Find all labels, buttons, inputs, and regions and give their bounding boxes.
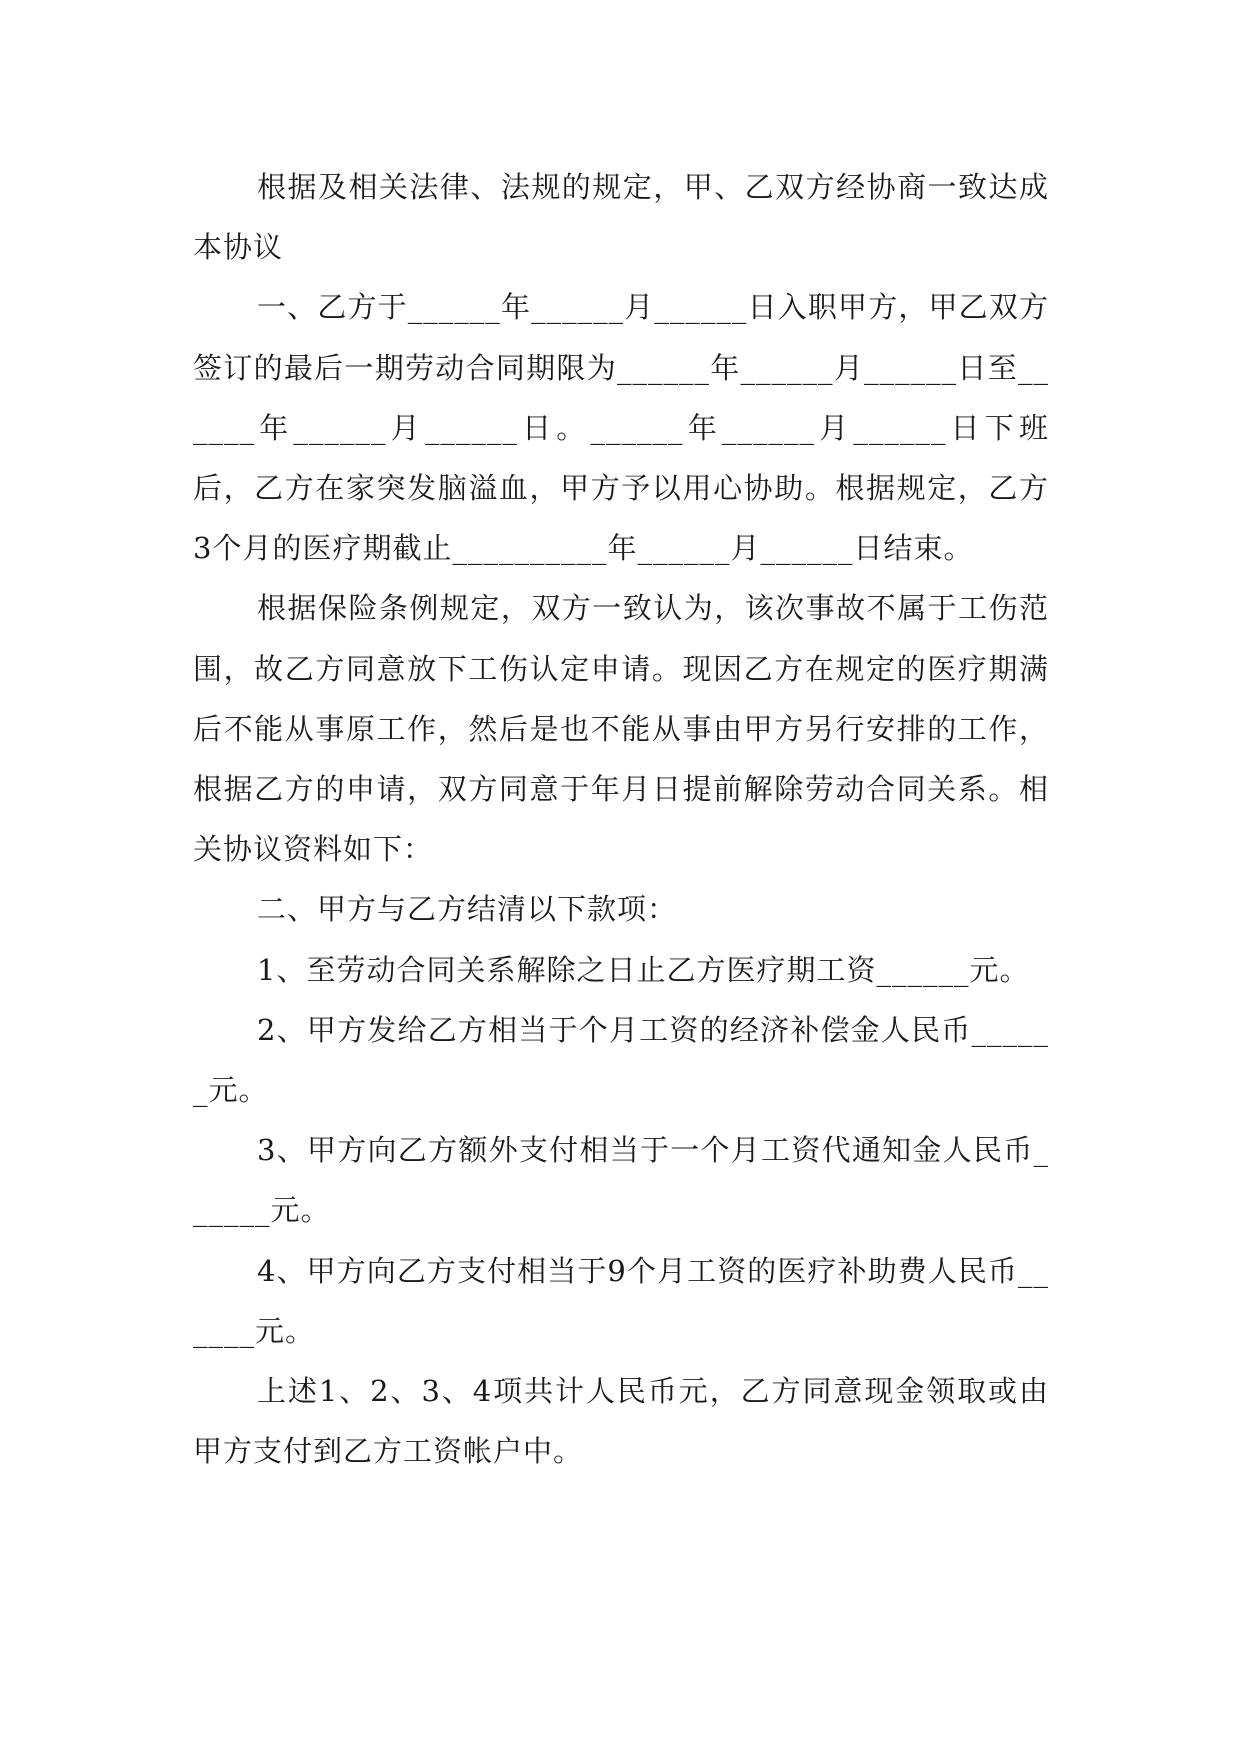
- paragraph-item-2: 2、甲方发给乙方相当于个月工资的经济补偿金人民币______元。: [193, 1012, 1049, 1108]
- paragraph-preamble: 根据及相关法律、法规的规定，甲、乙双方经协商一致达成本协议: [193, 170, 1049, 265]
- paragraph-clause-two: 二、甲方与乙方结清以下款项：: [257, 892, 678, 927]
- paragraph-insurance: 根据保险条例规定，双方一致认为，该次事故不属于工伤范围，故乙方同意放下工伤认定申请。现因乙方在规定的医疗期满后不能从事原工作，然后是也不能从事由甲方另行安排的工作，根据乙方的申请，双方同意于年月日提前解除劳动合同关系。相关协议资料如下：: [193, 591, 1049, 867]
- document-page: [193, 157, 1049, 1481]
- paragraph-total: 上述1、2、3、4项共计人民币元，乙方同意现金领取或由甲方支付到乙方工资帐户中。: [193, 1374, 1049, 1469]
- paragraph-item-4: 4、甲方向乙方支付相当于9个月工资的医疗补助费人民币______元。: [193, 1253, 1049, 1348]
- paragraph-item-1: 1、至劳动合同关系解除之日止乙方医疗期工资______元。: [257, 952, 1030, 987]
- paragraph-item-3: 3、甲方向乙方额外支付相当于一个月工资代通知金人民币______元。: [193, 1133, 1049, 1228]
- paragraph-clause-one: 一、乙方于______年______月______日入职甲方，甲乙双方签订的最后一期劳动合同期限为______年______月______日至______年______月______日。______年______月______日下班后，乙方在家突发脑溢血，甲方予以用心协助。根据规定，乙方3个月的医疗期截止__________年______月______日结束。: [193, 290, 1049, 566]
